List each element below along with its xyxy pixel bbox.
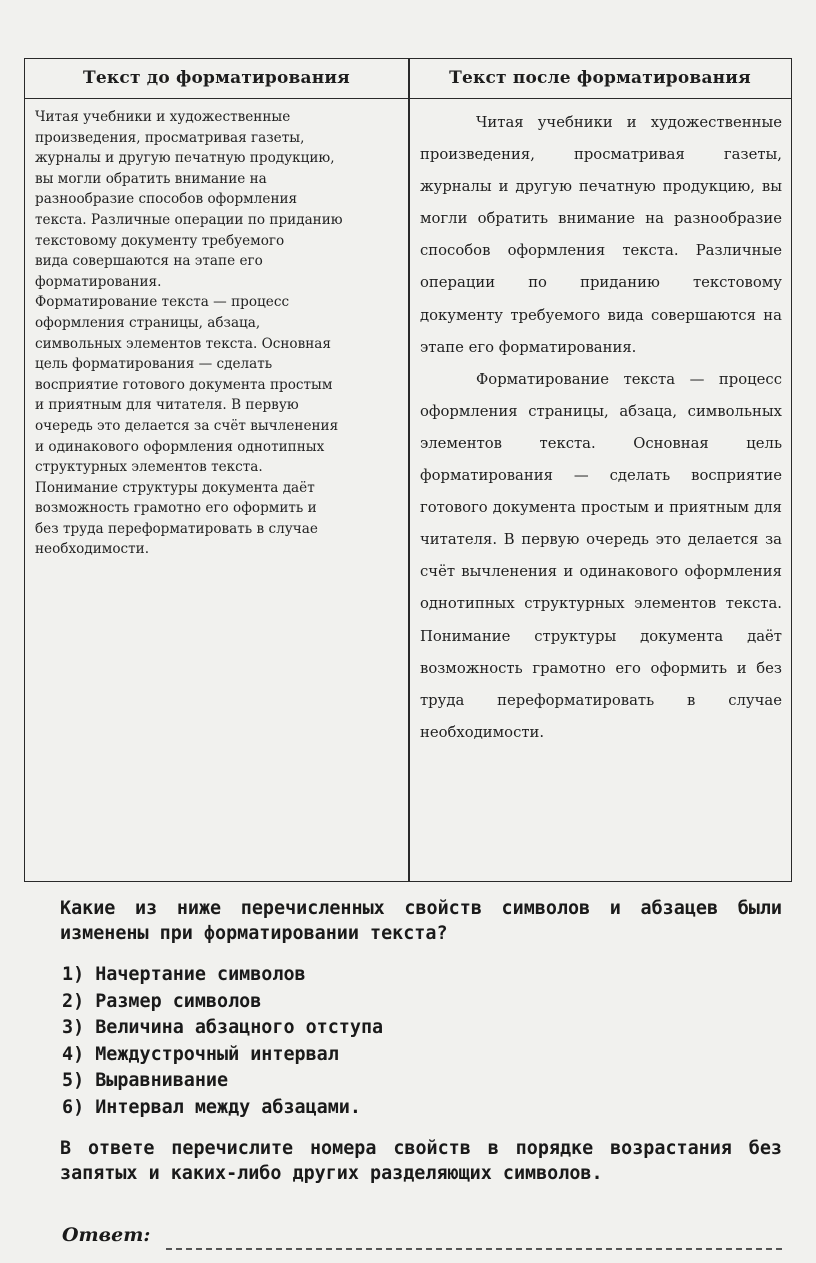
left-line: вида совершаются на этапе его (35, 253, 263, 270)
table-header-row (25, 59, 791, 99)
left-line: без труда переформатировать в случае (35, 520, 318, 537)
left-line: текстовому документу требуемого (35, 232, 285, 249)
left-line: журналы и другую печатную продукцию, (35, 150, 335, 167)
left-line: форматирования. (35, 273, 162, 290)
options-list (62, 962, 383, 1121)
header-after-formatting: Текст после форматирования (449, 68, 751, 88)
option-item: 6) Интервал между абзацами. (62, 1096, 361, 1118)
option-item: 5) Выравнивание (62, 1070, 229, 1091)
right-paragraph-2: Форматирование текста — процесс оформления страницы, абзаца, символьных элементов текста. Основная цель форматирования — сделать восприятие готового документа простым и приятным для читателя. В первую очередь это делается за счёт вычленения и одинакового оформления однотипных структурных элементов текста. Понимание структуры документа даёт возможность грамотно его оформить и без труда переформатировать в случае необходимости. (420, 370, 782, 741)
option-item: 2) Размер символов (62, 990, 262, 1012)
left-paragraph-2 (35, 292, 401, 477)
answer-field[interactable] (166, 1248, 782, 1250)
right-paragraph-1: Читая учебники и художественные произведения, просматривая газеты, журналы и другую печатную продукцию, вы могли обратить внимание на разнообразие способов оформления текста. Различные операции по приданию текстовому документу требуемого вида совершаются на этапе его форматирования. (420, 114, 782, 356)
text-before-formatting (35, 107, 401, 560)
option-item: 4) Междустрочный интервал (62, 1043, 339, 1065)
left-line: текста. Различные операции по приданию (35, 211, 343, 228)
left-paragraph-1 (35, 107, 401, 292)
left-line: произведения, просматривая газеты, (35, 129, 305, 146)
option-item: 1) Начертание символов (62, 964, 306, 985)
left-line: разнообразие способов оформления (35, 191, 298, 208)
left-line: и одинакового оформления однотипных (35, 438, 325, 455)
text-after-formatting (420, 107, 782, 749)
formatting-comparison-table (24, 58, 792, 882)
left-line: Читая учебники и художественные (35, 109, 291, 125)
answer-row (62, 1224, 784, 1252)
left-line: Понимание структуры документа даёт (35, 479, 315, 496)
header-before-formatting: Текст до форматирования (83, 68, 350, 88)
left-line: структурных элементов текста. (35, 459, 263, 476)
answer-label: Ответ: (62, 1224, 151, 1246)
left-paragraph-3 (35, 478, 401, 560)
left-line: вы могли обратить внимание на (35, 170, 267, 187)
left-line: очередь это делается за счёт вычленения (35, 417, 339, 434)
column-divider (408, 59, 410, 881)
left-line: необходимости. (35, 541, 150, 558)
left-line: возможность грамотно его оформить и (35, 500, 317, 517)
left-line: символьных элементов текста. Основная (35, 335, 331, 352)
left-line: и приятным для читателя. В первую (35, 397, 299, 414)
left-line: оформления страницы, абзаца, (35, 314, 261, 331)
left-line: цель форматирования — сделать (35, 356, 273, 373)
left-line: восприятие готового документа простым (35, 376, 333, 393)
option-item: 3) Величина абзацного отступа (62, 1017, 384, 1038)
left-line: Форматирование текста — процесс (35, 294, 290, 311)
question-text: Какие из ниже перечисленных свойств символов и абзацев были изменены при форматировании текста? (60, 898, 782, 944)
answer-instruction: В ответе перечислите номера свойств в порядке возрастания без запятых и каких-либо других разделяющих символов. (60, 1138, 782, 1184)
